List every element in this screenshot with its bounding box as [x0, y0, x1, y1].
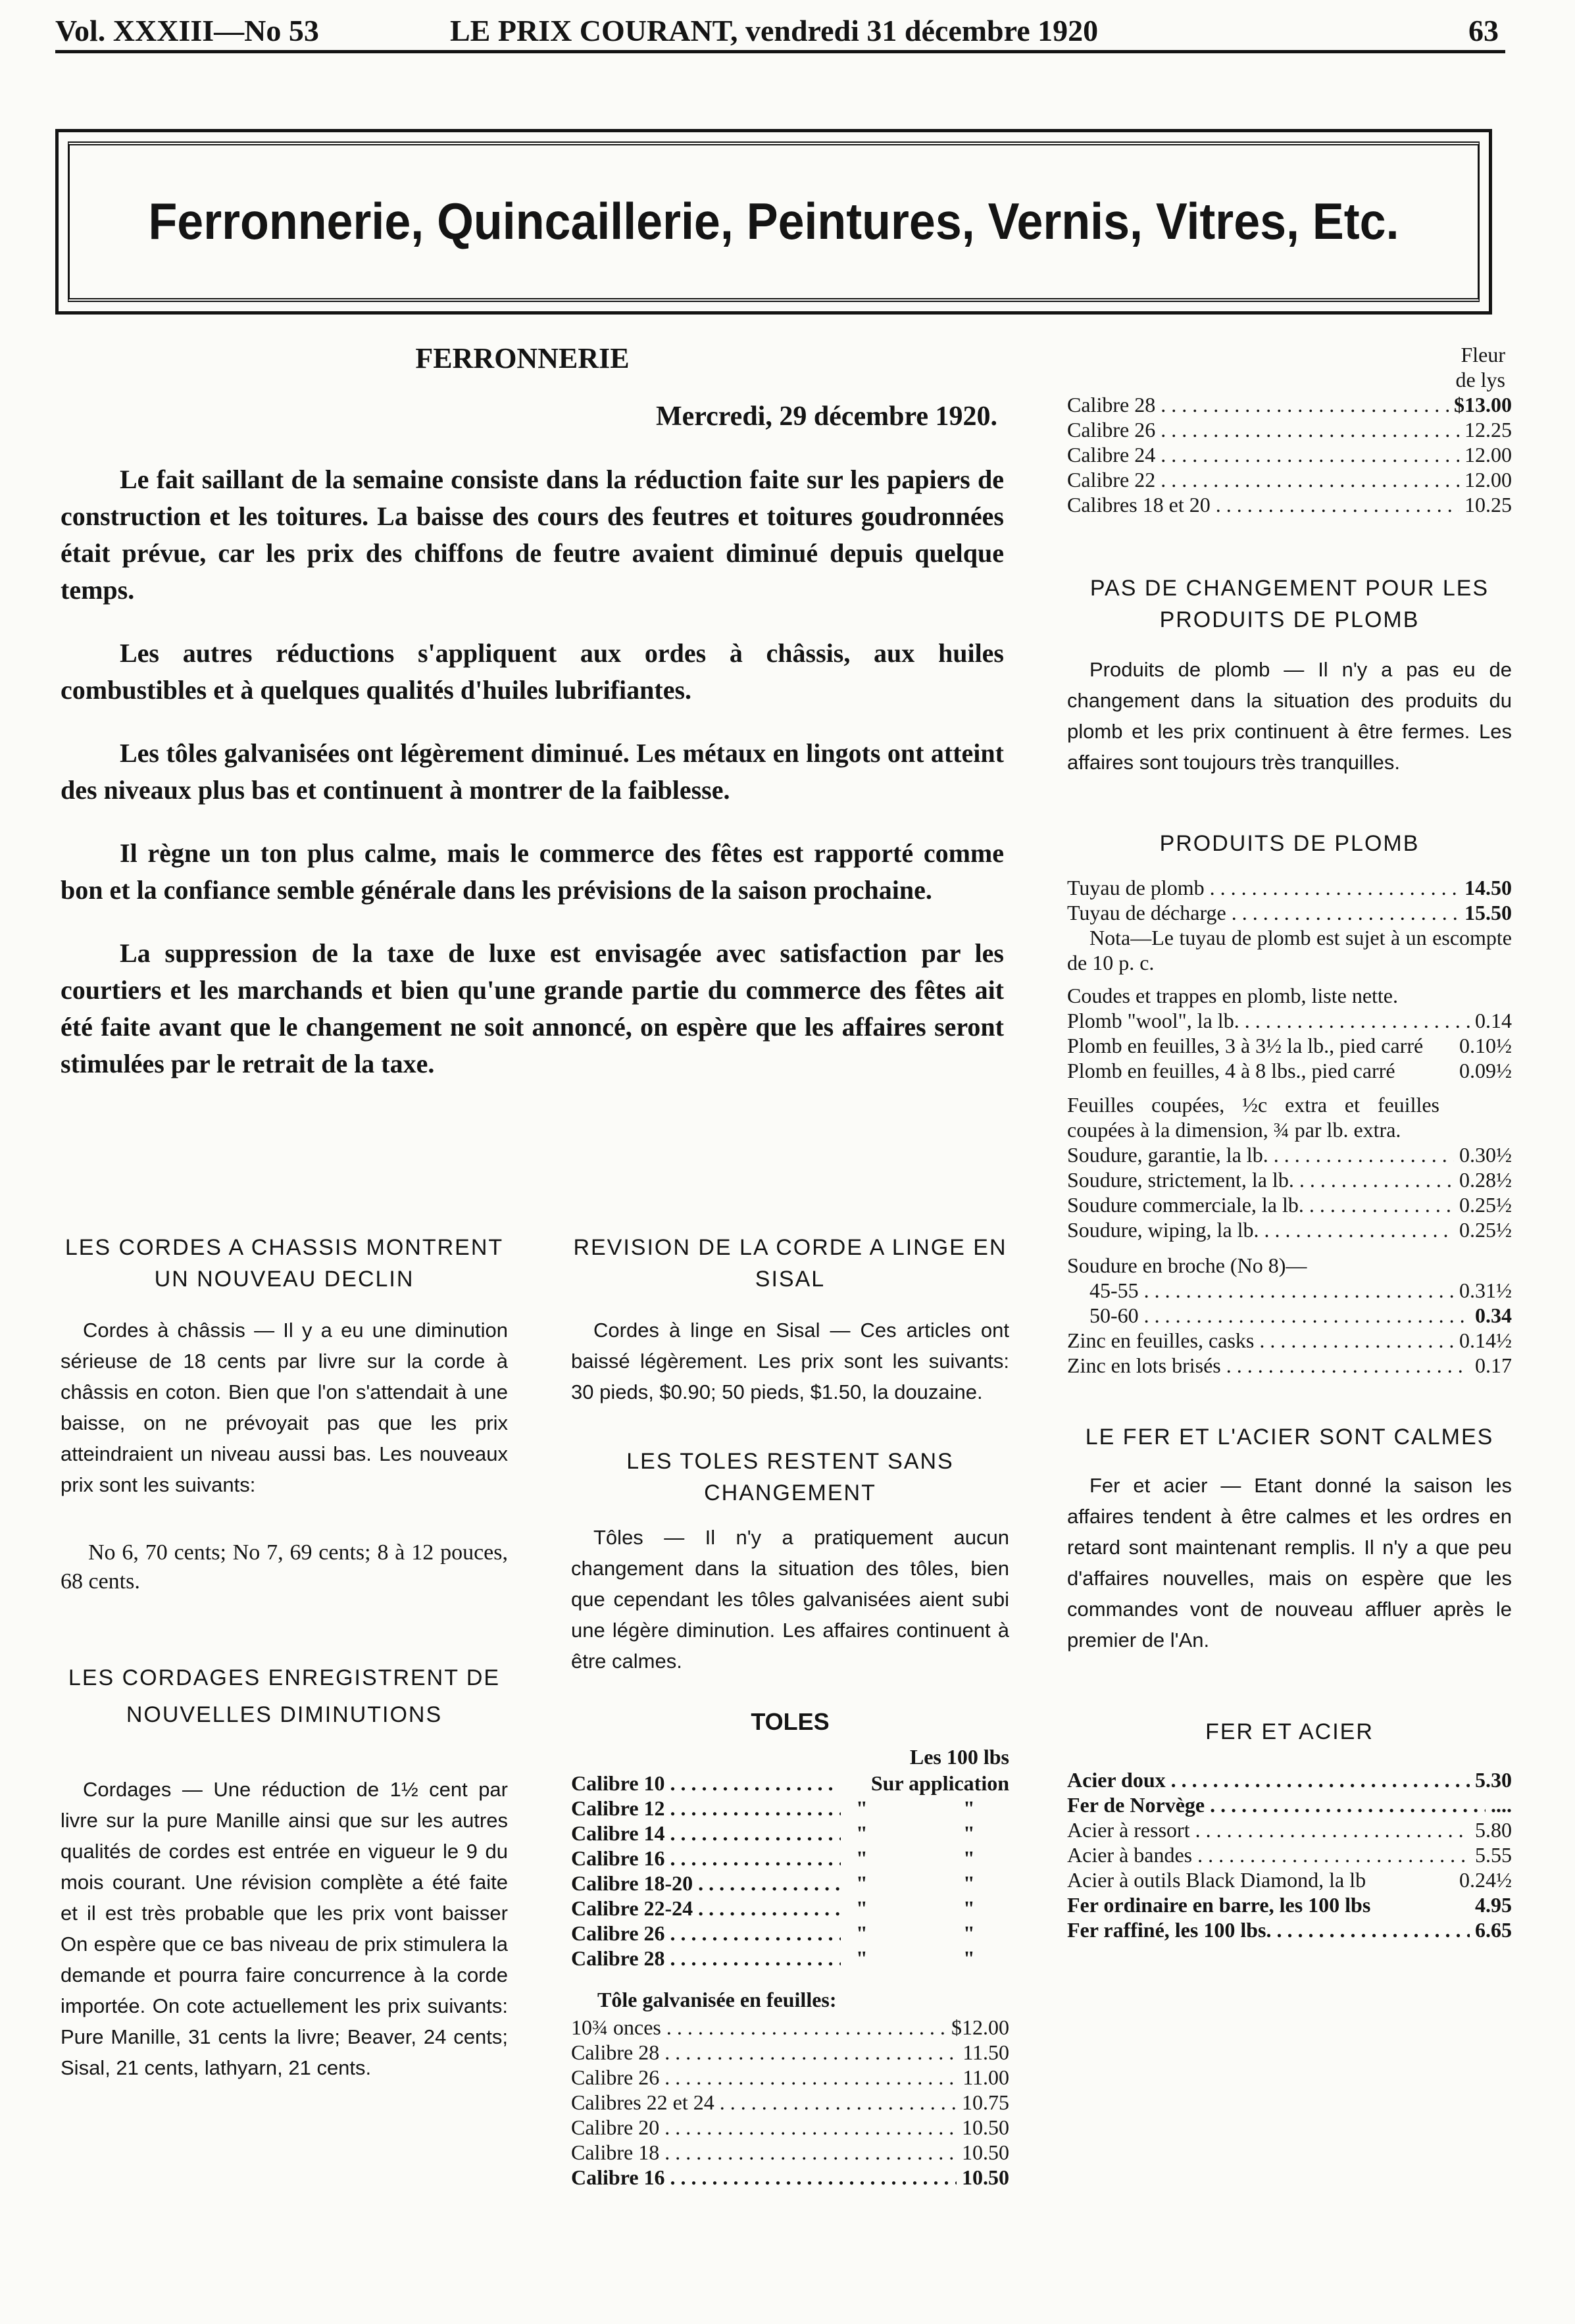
- row-label: Tuyau de plomb . . .: [1067, 875, 1459, 900]
- row-label: 45-55 . . .: [1089, 1278, 1454, 1303]
- table-row: [1067, 1008, 1512, 1033]
- row-label: Soudure, strictement, la lb. . . .: [1067, 1167, 1454, 1192]
- table-row: [1067, 875, 1512, 900]
- row-value: Sur application: [870, 1771, 1009, 1795]
- row-label: Calibre 16 . . .: [571, 2165, 957, 2190]
- row-label: Acier à bandes . . .: [1067, 1842, 1470, 1867]
- plomb-nota: Nota—Le tuyau de plomb est sujet à un escompte de 10 p. c.: [1067, 926, 1512, 974]
- row-label: Zinc en feuilles, casks . . .: [1067, 1328, 1454, 1353]
- right-column: [1067, 342, 1512, 1942]
- row-label: Calibres 22 et 24 . . .: [571, 2090, 957, 2115]
- table-row: [571, 2065, 1009, 2090]
- table-row: [571, 2165, 1009, 2190]
- row-value: 12.00: [1464, 468, 1512, 492]
- cordes-prices: No 6, 70 cents; No 7, 69 cents; 8 à 12 pouces, 68 cents.: [61, 1540, 508, 1594]
- ditto-mark: ": [856, 1896, 868, 1920]
- cordages-text: Cordages — Une réduction de 1½ cent par livre sur la pure Manille ainsi que sur les autres qualités de cordes est entrée en vigueur le 9 du mois courant. Une révision complète a été faite et il est très probable que les prix vont baisser On espère que ce bas niveau de prix stimulera la demande et pourra faire concurrence à la corde importée. On cote actuellement les prix suivants: Pure Manille, 31 cents la livre; Beaver, 24 cents; Sisal, 21 cents, lathyarn, 21 cents.: [61, 1778, 508, 2079]
- row-label: Plomb en feuilles, 4 à 8 lbs., pied carré: [1067, 1059, 1395, 1082]
- row-label: Calibre 28 . . .: [1067, 392, 1449, 417]
- ditto-mark: ": [963, 1846, 975, 1870]
- row-value: 0.09½: [1459, 1059, 1512, 1082]
- plomb-change-text: Produits de plomb — Il n'y a pas eu de changement dans la situation des produits du plomb et les prix continuent à être fermes. Les affaires sont toujours très tranquilles.: [1067, 658, 1512, 774]
- table-row: [1067, 1917, 1512, 1942]
- row-label: Acier doux . . .: [1067, 1767, 1470, 1792]
- row-value: 0.25½: [1459, 1193, 1512, 1217]
- row-value: 11.00: [963, 2065, 1009, 2089]
- row-value: 0.31½: [1459, 1278, 1512, 1302]
- table-row: [1067, 900, 1512, 925]
- row-value: 12.00: [1464, 443, 1512, 467]
- row-label: Acier à ressort . . .: [1067, 1817, 1470, 1842]
- ditto-mark: ": [856, 1921, 868, 1945]
- fer-heading: FER ET ACIER: [1205, 1719, 1374, 1744]
- row-value: 5.80: [1475, 1818, 1512, 1842]
- row-value: 6.65: [1475, 1918, 1512, 1942]
- row-label: Calibre 26 . . .: [571, 2065, 957, 2090]
- article-paragraph: La suppression de la taxe de luxe est envisagée avec satisfaction par les courtiers et les marchands et bien qu'une grande partie du commerce des fêtes ait été faite avant que le changement ne soit annoncé, on espère que les affaires seront stimulées par le retrait de la taxe.: [61, 938, 1004, 1078]
- row-value: 12.25: [1464, 418, 1512, 442]
- running-header: [55, 9, 1505, 53]
- banner-title: Ferronnerie, Quincaillerie, Peintures, Vernis, Vitres, Etc.: [148, 192, 1399, 250]
- toles-sans-heading: LES TOLES RESTENT SANS CHANGEMENT: [626, 1449, 954, 1505]
- row-value: 11.50: [963, 2040, 1009, 2064]
- toles-heading: TOLES: [751, 1708, 830, 1735]
- article-paragraph: Il règne un ton plus calme, mais le commerce des fêtes est rapporté comme bon et la confiance semble générale dans les prévisions de la saison prochaine.: [61, 838, 1004, 905]
- banner-frame: [68, 141, 1480, 302]
- row-value: 0.34: [1475, 1303, 1512, 1327]
- article-date: Mercredi, 29 décembre 1920.: [655, 401, 997, 432]
- plomb-heading: PRODUITS DE PLOMB: [1159, 831, 1420, 856]
- ditto-mark: ": [963, 1796, 975, 1820]
- table-row: [1067, 492, 1512, 517]
- toles-table: [571, 1771, 1009, 1971]
- newspaper-title: LE PRIX COURANT, vendredi 31 décembre 1920: [450, 14, 1099, 47]
- row-label: Fer raffiné, les 100 lbs. . . .: [1067, 1917, 1470, 1942]
- ditto-mark: ": [963, 1871, 975, 1895]
- table-row: [1067, 1328, 1512, 1353]
- row-label: Fer ordinaire en barre, les 100 lbs: [1067, 1893, 1371, 1917]
- table-row: [571, 2040, 1009, 2065]
- table-row: [1067, 1033, 1512, 1058]
- row-value: 0.24½: [1459, 1868, 1512, 1892]
- table-row: [571, 2140, 1009, 2165]
- row-label: Calibre 24 . . .: [1067, 442, 1459, 467]
- fleur-header: [1067, 342, 1512, 392]
- row-label: Calibre 10 . . .: [571, 1771, 834, 1796]
- table-row: [571, 1821, 1009, 1846]
- row-label: Calibres 18 et 20 . . .: [1067, 492, 1459, 517]
- revision-heading: REVISION DE LA CORDE A LINGE EN SISAL: [573, 1235, 1007, 1292]
- row-label: Zinc en lots brisés . . .: [1067, 1353, 1470, 1378]
- left-column: [61, 1232, 508, 2083]
- fleur-table: [1067, 392, 1512, 517]
- cordes-text: Cordes à châssis — Il y a eu une diminution sérieuse de 18 cents par livre sur la corde à châssis en coton. Bien que l'on s'attendait à une baisse, on ne prévoyait pas que les prix atteindraient un niveau aussi bas. Les nouveaux prix sont les suivants:: [61, 1319, 508, 1496]
- row-label: Calibre 16 . . .: [571, 1846, 841, 1871]
- row-value: ....: [1491, 1793, 1512, 1817]
- plomb-coudes: Coudes et trappes en plomb, liste nette.: [1067, 984, 1398, 1007]
- table-row: [1067, 1842, 1512, 1867]
- article-paragraph: Le fait saillant de la semaine consiste dans la réduction faite sur les papiers de construction et les toitures. La baisse des cours des feutres et toitures goudronnées était prévue, car les prix des chiffons de feutre avaient diminué depuis quelque temps.: [61, 465, 1004, 605]
- table-row: [1067, 1867, 1512, 1892]
- ditto-mark: ": [856, 1946, 868, 1970]
- row-label: Calibre 14 . . .: [571, 1821, 841, 1846]
- row-label: 50-60 . . .: [1089, 1303, 1470, 1328]
- fer-table: [1067, 1767, 1512, 1942]
- row-value: 0.10½: [1459, 1034, 1512, 1057]
- table-row: [1067, 1792, 1512, 1817]
- row-value: 0.17: [1475, 1353, 1512, 1377]
- row-value: 10.25: [1464, 493, 1512, 517]
- table-row: [1067, 1767, 1512, 1792]
- table-row: [1067, 1892, 1512, 1917]
- toles-column-header: Les 100 lbs: [909, 1745, 1009, 1769]
- row-label: Calibre 26 . . .: [1067, 417, 1459, 442]
- row-value: 15.50: [1464, 901, 1512, 924]
- table-row: [571, 1846, 1009, 1871]
- row-label: Calibre 18-20 . . .: [571, 1871, 841, 1896]
- table-row: [571, 1871, 1009, 1896]
- toles-sans-text: Tôles — Il n'y a pratiquement aucun changement dans la situation des tôles, bien que cependant les tôles galvanisées aient subi une légère diminution. Les affaires continuent à être calmes.: [571, 1526, 1009, 1673]
- table-row: [1067, 417, 1512, 442]
- ditto-mark: ": [856, 1871, 868, 1895]
- row-label: Plomb en feuilles, 3 à 3½ la lb., pied carré: [1067, 1034, 1424, 1057]
- row-value: 10.50: [962, 2165, 1009, 2189]
- row-value: 0.28½: [1459, 1168, 1512, 1192]
- table-row: [571, 2115, 1009, 2140]
- table-row: [1067, 467, 1512, 492]
- row-value: 0.14: [1475, 1009, 1512, 1032]
- row-label: Soudure, garantie, la lb. . . .: [1067, 1142, 1454, 1167]
- ditto-mark: ": [963, 1896, 975, 1920]
- table-row: [1067, 1058, 1512, 1083]
- row-value: $12.00: [951, 2015, 1009, 2039]
- row-value: 14.50: [1464, 876, 1512, 899]
- article-paragraph: Les tôles galvanisées ont légèrement diminué. Les métaux en lingots ont atteint des niveaux plus bas et continuent à montrer de la faiblesse.: [61, 738, 1004, 805]
- cordes-heading: LES CORDES A CHASSIS MONTRENT UN NOUVEAU DECLIN: [64, 1235, 504, 1292]
- table-row: [571, 1921, 1009, 1946]
- row-value: 4.95: [1475, 1893, 1512, 1917]
- table-row: [1067, 1353, 1512, 1378]
- galvanized-table: [571, 2015, 1009, 2190]
- row-value: 0.30½: [1459, 1143, 1512, 1167]
- table-row: [1067, 1217, 1512, 1242]
- row-label: Calibre 20 . . .: [571, 2115, 957, 2140]
- table-row: [1067, 1142, 1512, 1167]
- cordages-heading: LES CORDAGES ENREGISTRENT DE NOUVELLES DIMINUTIONS: [68, 1665, 501, 1727]
- table-row: [1067, 1303, 1512, 1328]
- revision-text: Cordes à linge en Sisal — Ces articles ont baissé légèrement. Les prix sont les suivants: 30 pieds, $0.90; 50 pieds, $1.50, la douzaine.: [571, 1319, 1009, 1403]
- row-label: Calibre 22-24 . . .: [571, 1896, 841, 1921]
- row-value: 0.14½: [1459, 1328, 1512, 1352]
- ferronnerie-article: [61, 339, 1004, 1082]
- table-row: [571, 1896, 1009, 1921]
- fleur-header-line1: Fleur: [1461, 343, 1505, 366]
- row-label: Calibre 12 . . .: [571, 1796, 841, 1821]
- row-label: Soudure commerciale, la lb. . . .: [1067, 1192, 1454, 1217]
- row-label: Acier à outils Black Diamond, la lb: [1067, 1868, 1366, 1892]
- row-label: Calibre 18 . . .: [571, 2140, 957, 2165]
- ditto-mark: ": [963, 1946, 975, 1970]
- row-label: Plomb "wool", la lb. . . .: [1067, 1008, 1470, 1033]
- ditto-mark: ": [856, 1846, 868, 1870]
- table-row: [1067, 1192, 1512, 1217]
- table-row: [571, 1771, 1009, 1796]
- row-value: 0.25½: [1459, 1218, 1512, 1242]
- ditto-mark: ": [963, 1821, 975, 1845]
- table-row: [1067, 442, 1512, 467]
- table-row: [1067, 1167, 1512, 1192]
- row-value: 10.50: [962, 2140, 1009, 2164]
- galvanized-heading: Tôle galvanisée en feuilles:: [597, 1988, 837, 2011]
- middle-column: [571, 1232, 1009, 2190]
- ditto-mark: ": [856, 1821, 868, 1845]
- row-value: 5.30: [1475, 1768, 1512, 1792]
- row-label: Calibre 28 . . .: [571, 1946, 841, 1971]
- table-row: [571, 1946, 1009, 1971]
- plomb-table: [1067, 875, 1512, 1378]
- row-value: 5.55: [1475, 1843, 1512, 1867]
- row-label: Calibre 22 . . .: [1067, 467, 1459, 492]
- ferronnerie-heading: FERRONNERIE: [415, 342, 630, 374]
- row-label: Fer de Norvège . . .: [1067, 1792, 1486, 1817]
- volume-number: Vol. XXXIII—No 53: [55, 14, 319, 47]
- table-row: [571, 2015, 1009, 2040]
- page-number: 63: [1468, 14, 1499, 47]
- plomb-broche: Soudure en broche (No 8)—: [1067, 1253, 1307, 1277]
- article-paragraph: Les autres réductions s'appliquent aux ordes à châssis, aux huiles combustibles et à quelques qualités d'huiles lubrifiantes.: [61, 638, 1004, 705]
- row-value: 10.50: [962, 2115, 1009, 2139]
- row-label: Soudure, wiping, la lb. . . .: [1067, 1217, 1454, 1242]
- row-label: Tuyau de décharge . . .: [1067, 900, 1459, 925]
- ditto-mark: ": [856, 1796, 868, 1820]
- table-row: [1067, 392, 1512, 417]
- table-row: [571, 1796, 1009, 1821]
- table-row: [571, 2090, 1009, 2115]
- row-label: 10¾ onces . . .: [571, 2015, 946, 2040]
- row-value: $13.00: [1454, 393, 1512, 417]
- plomb-feuilles: Feuilles coupées, ½c extra et feuilles coupées à la dimension, ¾ par lb. extra.: [1067, 1093, 1439, 1142]
- table-row: [1067, 1278, 1512, 1303]
- table-row: [1067, 1817, 1512, 1842]
- row-label: Calibre 28 . . .: [571, 2040, 957, 2065]
- ditto-mark: ": [963, 1921, 975, 1945]
- fer-calme-heading: LE FER ET L'ACIER SONT CALMES: [1085, 1425, 1494, 1450]
- row-label: Calibre 26 . . .: [571, 1921, 841, 1946]
- fleur-header-line2: de lys: [1455, 368, 1505, 392]
- section-banner: [55, 129, 1492, 315]
- plomb-change-heading: PAS DE CHANGEMENT POUR LES PRODUITS DE PLOMB: [1089, 576, 1489, 632]
- fer-calme-text: Fer et acier — Etant donné la saison les affaires tendent à être calmes et les ordres en retard sont maintenant remplis. Il n'y a que peu d'affaires nouvelles, mais on espère que les commandes vont de nouveau affluer après le premier de l'An.: [1067, 1474, 1512, 1652]
- row-value: 10.75: [962, 2090, 1009, 2114]
